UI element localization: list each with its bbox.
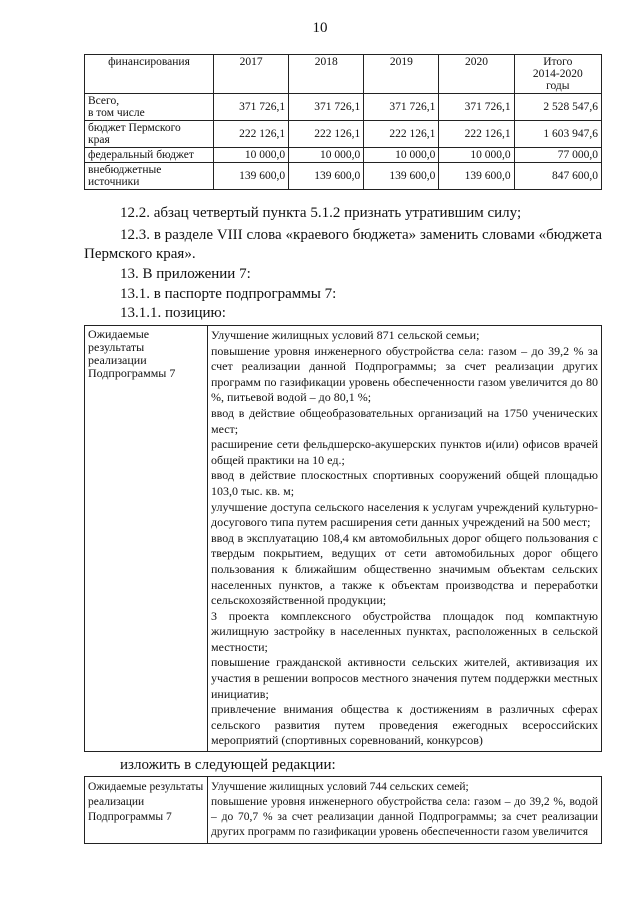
new-results-table xyxy=(84,776,602,844)
financing-row xyxy=(85,163,602,190)
old-results-table xyxy=(84,325,602,752)
financing-row-label: внебюджетные источники xyxy=(85,163,214,190)
financing-cell: 10 000,0 xyxy=(289,148,364,163)
page-number: 10 xyxy=(312,20,328,36)
old-results-item: улучшение доступа сельского населения к услугам учреждений культурно-досугового типа путем расширения сети данных учреждений на 500 мест; xyxy=(211,499,598,530)
financing-cell: 222 126,1 xyxy=(214,121,289,148)
total-header-line: Итого xyxy=(543,56,573,68)
financing-table xyxy=(84,54,602,190)
financing-row xyxy=(85,94,602,121)
financing-cell: 371 726,1 xyxy=(214,94,289,121)
financing-cell: 371 726,1 xyxy=(289,94,364,121)
old-results-item: Улучшение жилищных условий 871 сельской семьи; xyxy=(211,328,480,342)
financing-cell: 1 603 947,6 xyxy=(514,121,601,148)
old-results-item: повышение гражданской активности сельских жителей, активизация их участия в решении вопросов местного значения путем поддержки местных инициатив; xyxy=(211,655,598,701)
financing-cell: 371 726,1 xyxy=(439,94,514,121)
financing-table-header xyxy=(85,55,602,94)
financing-header-label: финансирования xyxy=(85,55,214,94)
financing-header-year: 2018 xyxy=(289,55,364,94)
old-results-item: ввод в эксплуатацию 108,4 км автомобильных дорог общего пользования с твердым покрытием, ведущих от сети автомобильных дорог общего пользования к ближайшим общественно значимым объектам сельских населенных пунктов, а также к объектам производства и переработки сельскохозяйственной продукции; xyxy=(211,530,598,608)
financing-cell: 2 528 547,6 xyxy=(514,94,601,121)
financing-cell: 77 000,0 xyxy=(514,148,601,163)
new-results-line: Улучшение жилищных условий 744 сельских семей; xyxy=(211,781,469,793)
financing-row xyxy=(85,148,602,163)
old-results-content xyxy=(208,326,602,752)
old-results-label: Ожидаемые результаты реализации Подпрограммы 7 xyxy=(85,326,208,752)
old-results-row xyxy=(85,326,602,752)
financing-cell: 222 126,1 xyxy=(364,121,439,148)
old-results-item: привлечение внимания общества к достижениям в различных сферах сельского развития путем проведения ежегодных всероссийских мероприятий (спортивных соревнований, конкурсов) xyxy=(211,702,598,748)
new-results-label: Ожидаемые результаты реализации Подпрограммы 7 xyxy=(85,777,208,844)
financing-table-body xyxy=(85,94,602,190)
financing-cell: 139 600,0 xyxy=(289,163,364,190)
financing-cell: 10 000,0 xyxy=(439,148,514,163)
financing-header-year: 2019 xyxy=(364,55,439,94)
financing-cell: 139 600,0 xyxy=(439,163,514,190)
old-results-item: повышение уровня инженерного обустройства села: газом – до 39,2 % за счет реализации данной Подпрограммы; за счет реализации других программ по газификации уровень обеспеченности газом увеличится до 80 %, питьевой водой – до 80,1 %; xyxy=(211,343,598,405)
old-results-item: 3 проекта комплексного обустройства площадок под компактную жилищную застройку в населенных пунктах, расположенных в сельской местности; xyxy=(211,608,598,654)
financing-cell: 222 126,1 xyxy=(439,121,514,148)
financing-row-label: Всего, в том числе xyxy=(85,94,214,121)
new-results-line: повышение уровня инженерного обустройства села: газом – до 39,2 %, водой – до 70,7 % за счет реализации данной Подпрограммы; за счет реализации других программ по газификации уровень обеспеченности газом увеличится xyxy=(211,796,598,838)
financing-cell: 222 126,1 xyxy=(289,121,364,148)
financing-row xyxy=(85,121,602,148)
financing-cell: 10 000,0 xyxy=(214,148,289,163)
financing-cell: 847 600,0 xyxy=(514,163,601,190)
new-results-row xyxy=(85,777,602,844)
paragraph-13: 13. В приложении 7: xyxy=(120,266,251,282)
paragraph-12-2: 12.2. абзац четвертый пункта 5.1.2 признать утратившим силу; xyxy=(120,205,522,221)
paragraph-13-1: 13.1. в паспорте подпрограммы 7: xyxy=(120,286,337,302)
financing-cell: 371 726,1 xyxy=(364,94,439,121)
financing-header-total xyxy=(514,55,601,94)
financing-header-year: 2017 xyxy=(214,55,289,94)
financing-cell: 10 000,0 xyxy=(364,148,439,163)
paragraph-replace: изложить в следующей редакции: xyxy=(120,757,336,773)
financing-header-year: 2020 xyxy=(439,55,514,94)
new-results-content xyxy=(208,777,602,844)
financing-row-label: федеральный бюджет xyxy=(85,148,214,163)
old-results-item: ввод в действие плоскостных спортивных сооружений общей площадью 103,0 тыс. кв. м; xyxy=(211,468,598,498)
old-results-item: расширение сети фельдшерско-акушерских пунктов и(или) офисов врачей общей практики на 10 ед.; xyxy=(211,437,598,467)
paragraph-13-1-1: 13.1.1. позицию: xyxy=(120,305,226,321)
paragraph-12-3: 12.3. в разделе VIII слова «краевого бюджета» заменить словами «бюджета Пермского края». xyxy=(84,227,602,262)
financing-row-label: бюджет Пермского края xyxy=(85,121,214,148)
old-results-item: ввод в действие общеобразовательных организаций на 1750 ученических мест; xyxy=(211,405,598,436)
total-header-line: годы xyxy=(546,80,570,92)
financing-cell: 139 600,0 xyxy=(364,163,439,190)
total-header-line: 2014-2020 xyxy=(532,68,583,80)
financing-cell: 139 600,0 xyxy=(214,163,289,190)
